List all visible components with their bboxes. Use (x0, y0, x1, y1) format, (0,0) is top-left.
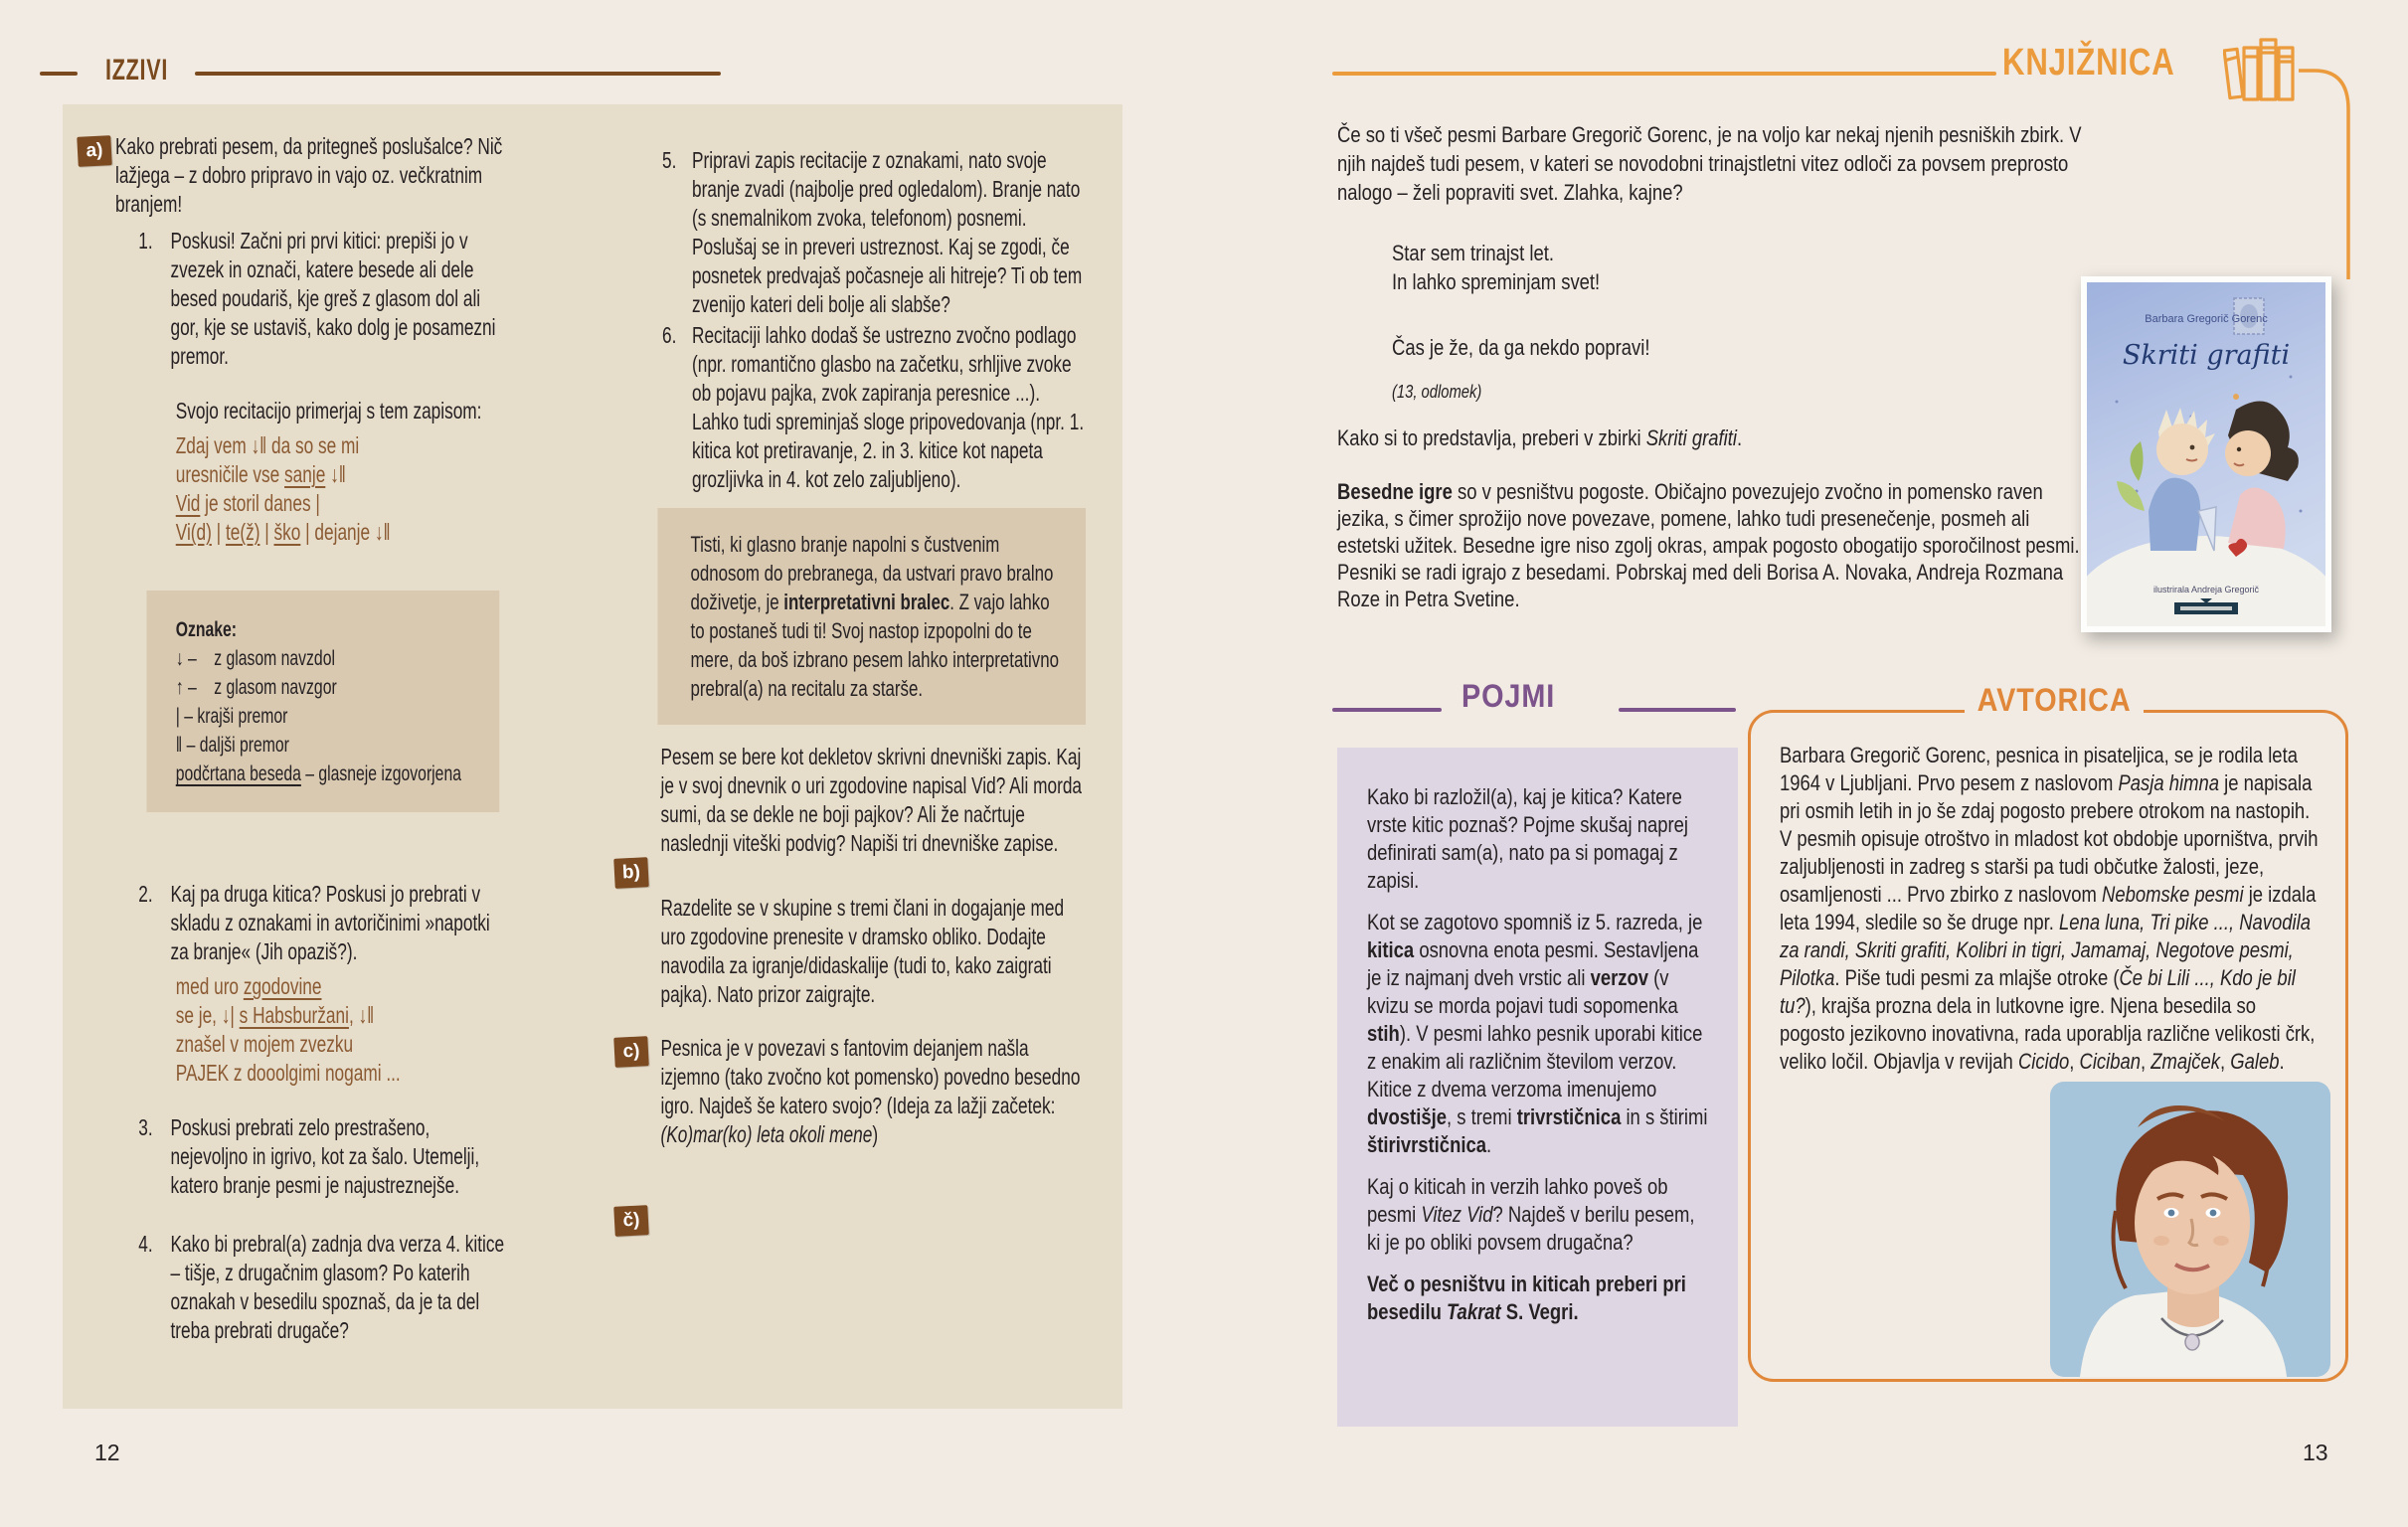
besedne-igre-paragraph: Besedne igre so v pesništvu pogoste. Običajno povezujejo zvočno in pomensko raven jezika, s čimer sprožijo nove povezave, pomene, lahko tudi presenečenje, posmeh ali estetski užitek. Besedne igre niso zgolj okras, ampak pogosto obogatijo sporočilnost pesmi. Pesniki se radi igrajo z besedami. Pobrskaj med deli Borisa A. Novaka, Andreja Rozmana Roze in Petra Svetine. (1337, 479, 2080, 611)
book-cover (2081, 276, 2331, 632)
verse-line: med uro zgodovine (175, 973, 322, 999)
list-item-text: Poskusi prebrati zelo prestrašeno, nejevoljno in igrivo, kot za šalo. Utemelji, katero branje pesmi je najustreznejše. (170, 1114, 480, 1198)
knjiznica-intro: Če so ti všeč pesmi Barbare Gregorič Gorenc, je na voljo kar nekaj njenih pesniških zbirk. V njih najdeš tudi pesem, v kateri se novodobni trinajstletni vitez odloči za povsem preprosto nalogo – želi popraviti svet. Zlahka, kajne? (1337, 122, 2082, 205)
oznake-line: ‖ – daljši premor (175, 734, 289, 757)
knjiznica-section-title: KNJIŽNICA (2002, 42, 2175, 84)
poem-line: Star sem trinajst let. (1392, 241, 1555, 265)
list-number: 2. (138, 881, 153, 907)
middle-column (614, 132, 1087, 1149)
pojmi-rule-left (1332, 708, 1442, 712)
oznake-line: podčrtana beseda – glasneje izgovorjena (175, 763, 461, 785)
recitation-verse (176, 431, 505, 547)
task-ch-badge: č) (613, 1205, 649, 1237)
pojmi-rule-right (1619, 708, 1736, 712)
verse-line: se je, ↓| s Habsburžani, ↓‖ (175, 1002, 375, 1028)
list-number: 5. (662, 147, 677, 173)
list-item-text: Kako bi prebral(a) zadnja dva verza 4. kitice – tišje, z drugačnim glasom? Po katerih oznakah v besedilu spoznaš, da je ta del treba prebrati drugače? (170, 1231, 505, 1343)
task-a-intro: Kako prebrati pesem, da pritegneš poslušalce? Nič lažjega – z dobro pripravo in vajo oz. večkratnim branjem! (115, 133, 503, 217)
pojmi-paragraph-3: Kaj o kiticah in verzih lahko poveš ob pesmi Vitez Vid? Najdeš v berilu pesem, ki je po obliki povsem drugačna? (1367, 1174, 1695, 1255)
list-item-2 (138, 880, 504, 966)
list-item-4 (138, 1230, 504, 1345)
oznake-box (147, 591, 500, 812)
izzivi-rule-left (40, 72, 78, 76)
task-b-text: Pesem se bere kot dekletov skrivni dnevniški zapis. Kaj je v svoj dnevnik o uri zgodovine napisal Vid? Ali morda sumi, da se dekle ne boji pajkov? Ali že načrtuje naslednji viteški podvig? Napiši tri dnevniške zapise. (660, 744, 1083, 856)
poem-source: (13, odlomek) (1392, 382, 1482, 402)
oznake-title: Oznake: (175, 618, 238, 641)
list-item-text: Pripravi zapis recitacije z oznakami, nato svoje branje zvadi (najbolje pred ogledalom). Branje nato (s snemalnikom zvoka, telefonom) posnemi. Poslušaj se in preveri ustreznost. Kaj se zgodi, če posnetek predvajaš počasneje ali hitreje? Ti ob tem zvenijo kateri deli bolje ali slabše? (692, 147, 1083, 317)
verse-line: Vi(d) | te(ž) | ško | dejanje ↓‖ (175, 519, 391, 545)
recitation-caption: Svojo recitacijo primerjaj s tem zapisom: (175, 398, 482, 424)
verse-line: PAJEK z dooolgimi nogami ... (175, 1060, 401, 1086)
list-item-6 (662, 321, 1087, 494)
list-item-3 (138, 1113, 504, 1200)
verse-line: Vid je storil danes | (175, 490, 320, 516)
task-c-text: Razdelite se v skupine s tremi člani in dogajanje med uro zgodovine prenesite v dramsko obliko. Dodajte navodila za igranje/didaskalije (tudi to, kako zaigrati pajka). Nato prizor zaigrajte. (660, 895, 1065, 1007)
pojmi-paragraph-2: Kot se zagotovo spomniš iz 5. razreda, je kitica osnovna enota pesmi. Sestavljena je iz najmanj dveh vrstic ali verzov (v kvizu se morda pojavi tudi sopomenka stih). V pesmi lahko pesnik uporabi kitice z enakim ali različnim številom verzov. Kitice z dvema verzoma imenujemo dvostišje, s tremi trivrstičnica in s štirimi štirivrstičnica. (1367, 910, 1708, 1157)
list-item-text: Recitaciji lahko dodaš še ustrezno zvočno podlago (npr. romantično glasbo na začetku, srhljive zvoke ob pojavu pajka, zvok zapiranja peresnice ...). Lahko tudi spreminjaš sloge pripovedovanja (npr. 1. kitica kot pretiravanje, 2. in 3. kitice kot napeta grozljivka in 4. kot zelo zaljubljeno). (692, 322, 1085, 492)
list-number: 3. (138, 1114, 153, 1140)
verse-line: znašel v mojem zvezku (175, 1031, 354, 1057)
list-item-text: Poskusi! Začni pri prvi kitici: prepiši jo v zvezek in označi, katere besede ali dele besed poudariš, kje greš z glasom dol ali gor, kje se ustaviš, kako dolg je posamezni premor. (170, 228, 496, 369)
pojmi-box (1337, 748, 1738, 1427)
corner-line-decoration (2299, 66, 2358, 284)
oznake-line: ↓ – z glasom navzdol (175, 647, 335, 670)
pojmi-paragraph-1: Kako bi razložil(a), kaj je kitica? Katere vrste kitic poznaš? Pojme skušaj naprej definirati sam(a), nato pa si pomagaj z zapisi. (1367, 784, 1689, 893)
oznake-line: ↑ – z glasom navzgor (175, 676, 337, 699)
list-number: 1. (138, 228, 153, 254)
interpretativni-bralec-box: Tisti, ki glasno branje napolni s čustvenim odnosom do prebranega, da ustvari pravo bralno doživetje, je interpretativni bralec. Z vajo lahko to postaneš tudi ti! Svoj nastop izpopolni do te mere, da boš izbrano pesem lahko interpretativno prebral(a) na recitalu za starše. (658, 508, 1087, 725)
author-photo (2050, 1082, 2330, 1377)
avtorica-bio-text: Barbara Gregorič Gorenc, pesnica in pisateljica, se je rodila leta 1964 v Ljubljani. Prvo pesem z naslovom Pasja himna je napisala pri osmih letih in jo še zdaj pogosto prebere otrokom na nastopih. V pesmih opisuje otroštvo in mladost kot obdobje uporništva, prvih zaljubljenosti in zadreg s starši pa tudi občutke žalosti, jeze, osamljenosti ... Prvo zbirko z naslovom Nebomske pesmi je izdala leta 1994, sledile so še druge npr. Lena luna, Tri pike ..., Navodila za randi, Skriti grafiti, Kolibri in tigri, Jamamaj, Negotove pesmi, Pilotka. Piše tudi pesmi za mlajše otroke (Če bi Lili ..., Kdo je bil tu?), krajša prozna dela in lutkovne igre. Njena besedila so pogosto jezikovno inovativna, rada uporablja različne velikosti črk, veliko ločil. Objavlja v revijah Cicido, Ciciban, Zmajček, Galeb. (1780, 743, 2319, 1074)
cover-title: Skriti grafiti (2122, 340, 2291, 371)
left-column (115, 132, 505, 1345)
cover-author: Barbara Gregorič Gorenc (2145, 313, 2268, 325)
page-number-right: 13 (2303, 1440, 2328, 1465)
poem-line: Čas je že, da ga nekdo popravi! (1392, 335, 1650, 360)
verse-line: Zdaj vem ↓‖ da so se mi (175, 432, 360, 458)
task-c-badge: c) (613, 1036, 649, 1068)
task-ch-text: Pesnica je v povezavi s fantovim dejanjem našla izjemno (tako zvočno kot pomensko) povedno besedno igro. Najdeš še katero svojo? (Ideja za lažji začetek: (Ko)mar(ko) leta okoli mene) (660, 1035, 1081, 1147)
list-item-5 (662, 146, 1087, 319)
books-icon (2223, 36, 2301, 108)
page-number-left: 12 (94, 1440, 120, 1465)
pojmi-section-title: POJMI (1462, 678, 1556, 714)
task-b-badge: b) (613, 857, 649, 889)
oznake-line: | – krajši premor (175, 705, 288, 728)
avtorica-section-title: AVTORICA (1965, 678, 2144, 722)
pojmi-paragraph-4: Več o pesništvu in kiticah preberi pri besedilu Takrat S. Vegri. (1367, 1272, 1686, 1324)
pojmi-text (1367, 783, 1712, 1326)
kako-line: Kako si to predstavlja, preberi v zbirki Skriti grafiti. (1337, 425, 1743, 450)
izzivi-panel (63, 104, 1122, 1409)
list-item-text: Kaj pa druga kitica? Poskusi jo prebrati v skladu z oznakami in avtoričinimi »napotki za branje« (Jih opaziš?). (170, 881, 490, 964)
poem-line: In lahko spreminjam svet! (1392, 269, 1601, 294)
list-number: 6. (662, 322, 677, 348)
list-item-1 (138, 227, 504, 371)
verse-line: uresničile vse sanje ↓‖ (175, 461, 346, 487)
poem-excerpt (1392, 239, 1881, 407)
list-number: 4. (138, 1231, 153, 1257)
cover-illustrator: ilustrirala Andreja Gregorič (2152, 585, 2260, 594)
task-a-badge: a) (77, 135, 112, 167)
verse-quote (176, 972, 505, 1088)
izzivi-section-title: IZZIVI (105, 54, 169, 86)
poem-stanza-gap (1392, 296, 1881, 333)
knjiznica-rule (1332, 72, 1996, 76)
izzivi-rule-right (195, 72, 721, 76)
